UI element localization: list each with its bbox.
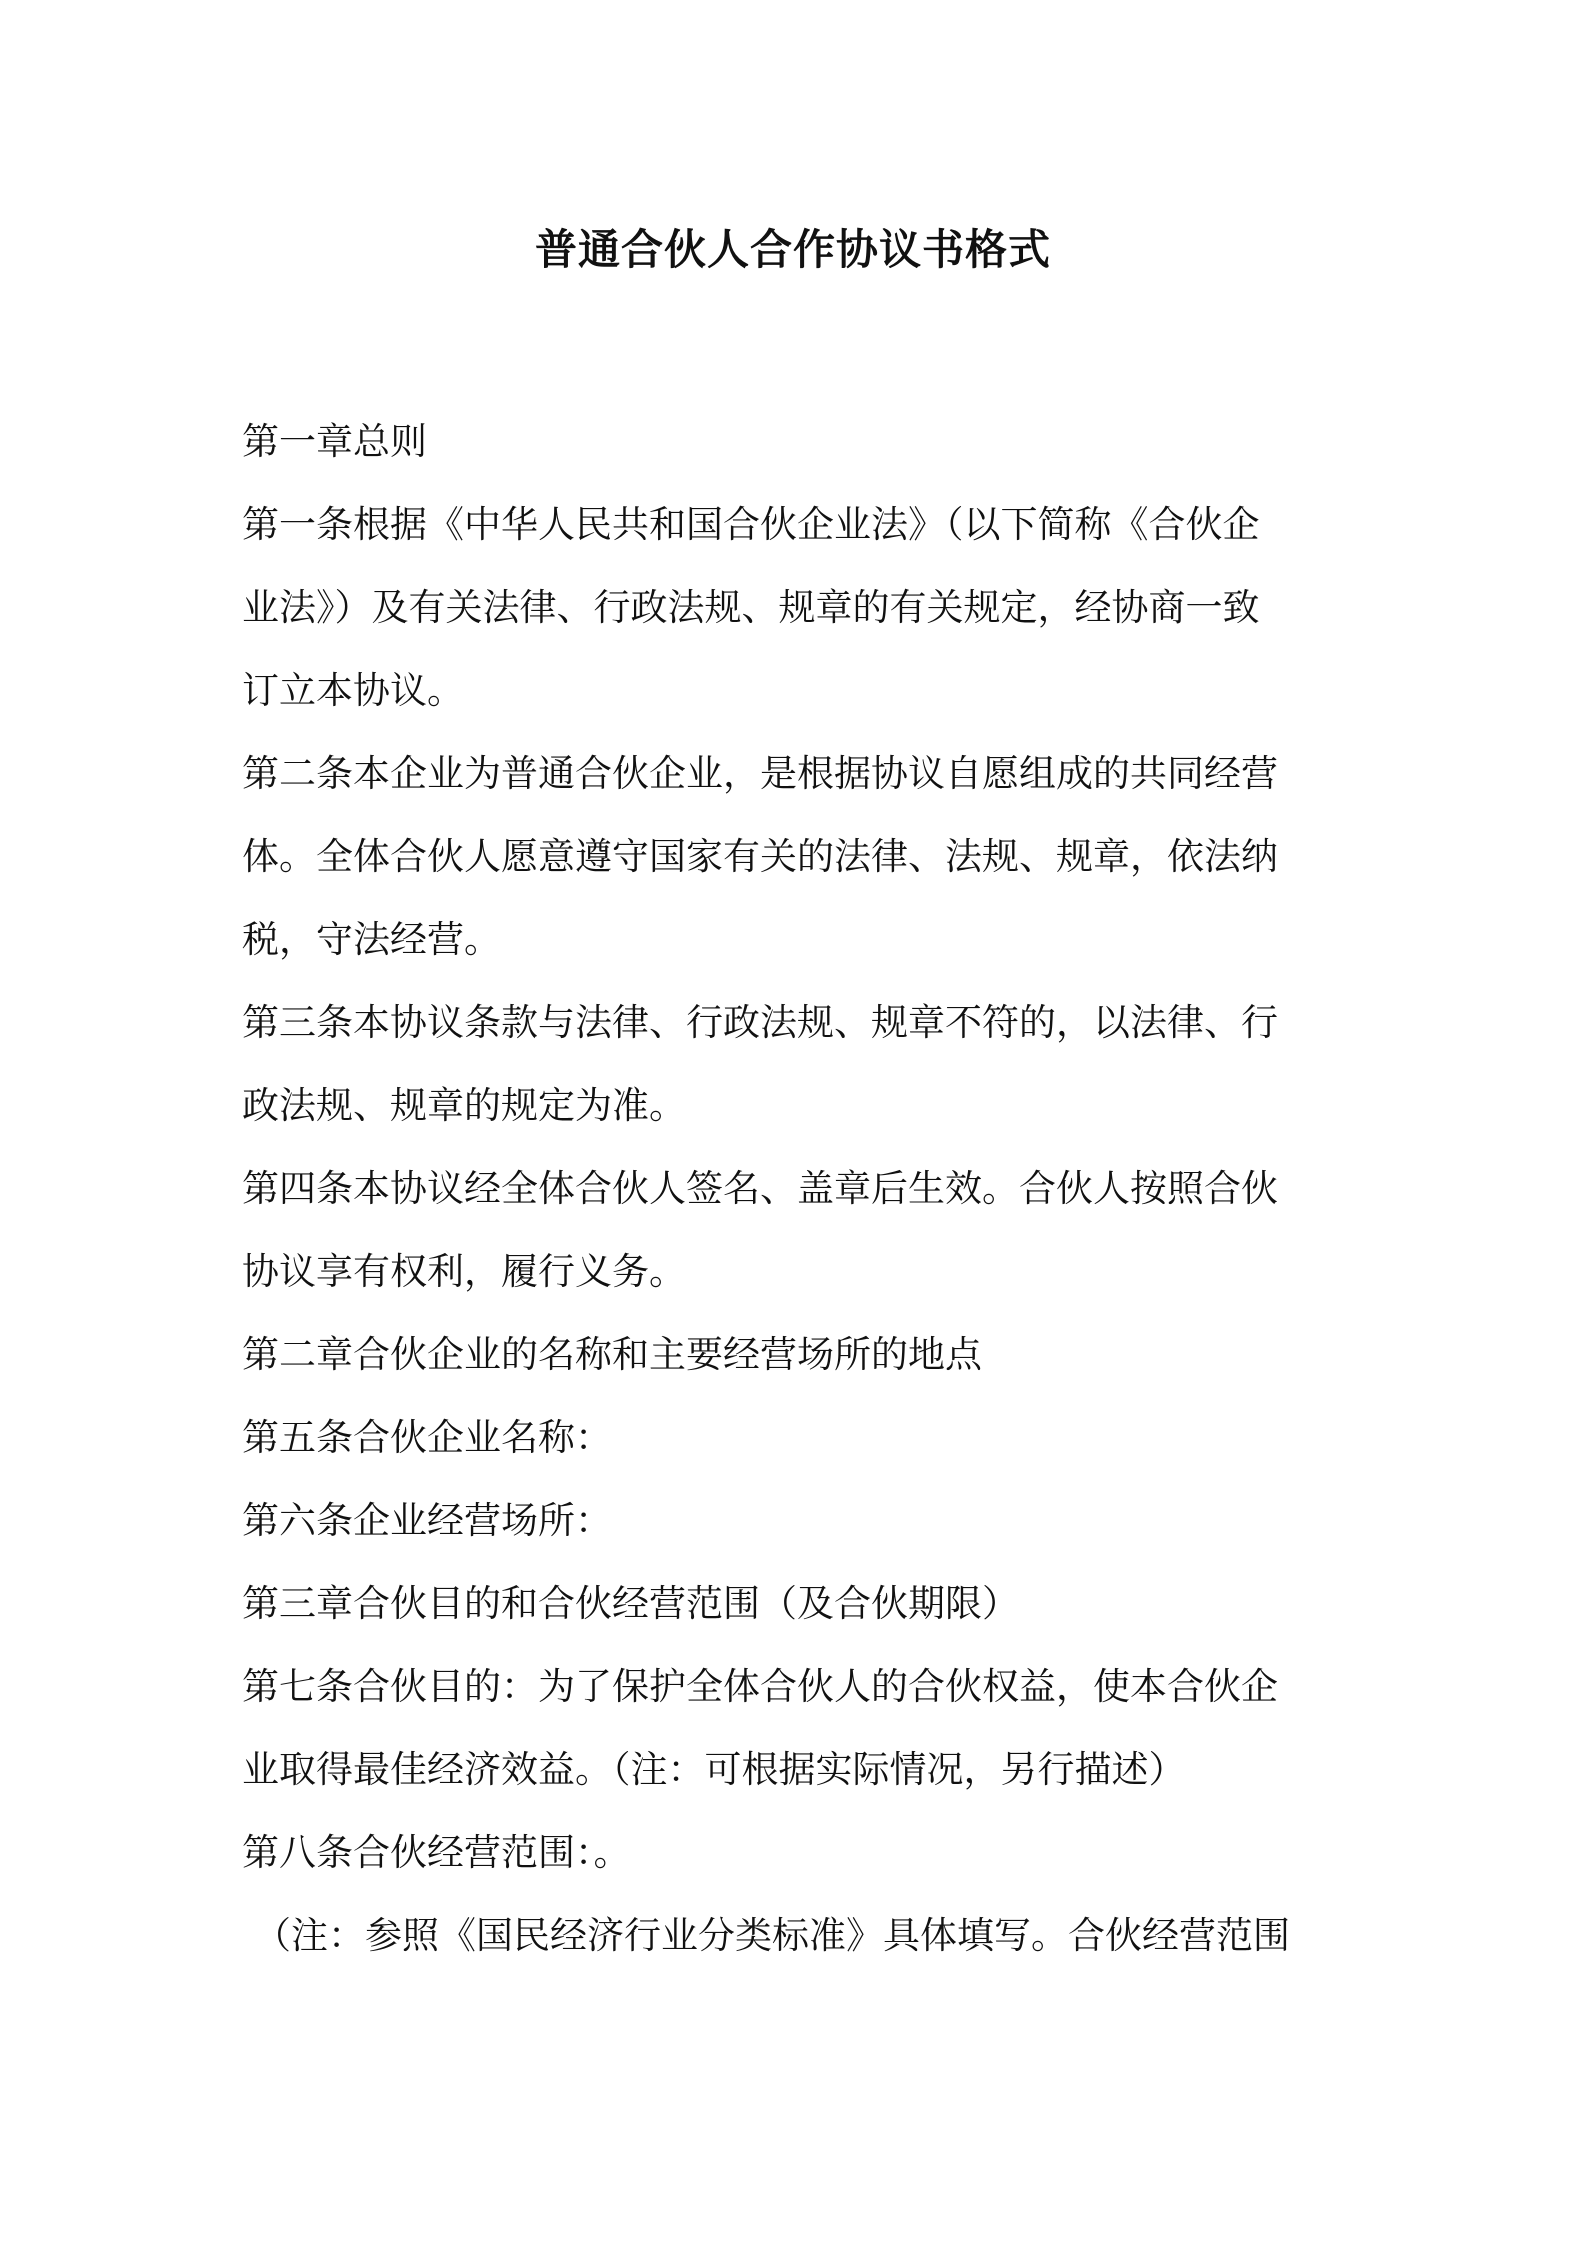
body-line: 政法规、规章的规定为准。 [242, 1084, 686, 1127]
body-line: 订立本协议。 [242, 669, 464, 712]
body-line: 业法》）及有关法律、行政法规、规章的有关规定，经协商一致 [242, 586, 1260, 629]
body-line: 第六条企业经营场所： [242, 1499, 612, 1542]
body-line: 第五条合伙企业名称： [242, 1416, 612, 1459]
body-line: 业取得最佳经济效益。（注：可根据实际情况，另行描述） [242, 1748, 1186, 1791]
chapter-heading: 第一章总则 [242, 420, 427, 463]
document-body [242, 400, 1352, 1977]
body-line: 第二条本企业为普通合伙企业，是根据协议自愿组成的共同经营 [242, 752, 1278, 795]
body-line: 第三条本协议条款与法律、行政法规、规章不符的，以法律、行 [242, 1001, 1278, 1044]
body-line: 税，守法经营。 [242, 918, 501, 961]
chapter-heading: 第二章合伙企业的名称和主要经营场所的地点 [242, 1333, 982, 1376]
body-line: （注：参照《国民经济行业分类标准》具体填写。合伙经营范围 [254, 1914, 1290, 1957]
body-line: 第八条合伙经营范围：。 [242, 1831, 631, 1874]
body-line: 第四条本协议经全体合伙人签名、盖章后生效。合伙人按照合伙 [242, 1167, 1278, 1210]
body-line: 第七条合伙目的：为了保护全体合伙人的合伙权益，使本合伙企 [242, 1665, 1278, 1708]
body-line: 第一条根据《中华人民共和国合伙企业法》（以下简称《合伙企 [242, 503, 1260, 546]
chapter-heading: 第三章合伙目的和合伙经营范围（及合伙期限） [242, 1582, 1019, 1625]
body-line: 体。全体合伙人愿意遵守国家有关的法律、法规、规章，依法纳 [242, 835, 1278, 878]
body-line: 协议享有权利，履行义务。 [242, 1250, 686, 1293]
document-title: 普通合伙人合作协议书格式 [534, 225, 1051, 274]
